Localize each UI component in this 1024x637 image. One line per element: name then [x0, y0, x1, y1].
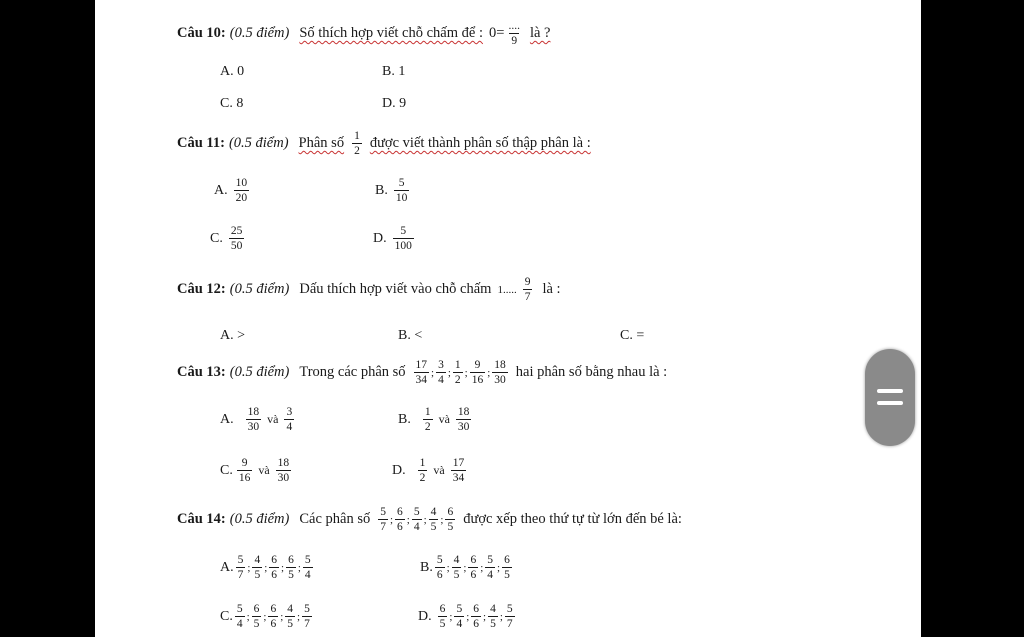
- question-suffix: là ?: [529, 25, 551, 42]
- question-12: [177, 276, 561, 303]
- option-d[interactable]: D. 9: [382, 96, 407, 111]
- fraction: $\frac{5}{4}$: [456, 603, 463, 631]
- fraction: $\frac{9}{16}$: [471, 359, 484, 387]
- fraction: $\frac{....}{9}$: [508, 20, 520, 48]
- fraction: $\frac{5}{7}$: [506, 603, 513, 631]
- fraction: $\frac{5}{4}$: [304, 554, 311, 582]
- option-b[interactable]: B. 1: [382, 64, 406, 79]
- separator: ;: [389, 513, 394, 526]
- option-b[interactable]: B. $\frac{5}{10}$: [375, 177, 408, 205]
- fraction: $\frac{5}{7}$: [304, 603, 310, 631]
- option-d[interactable]: D. $\frac{1}{2}$ và $\frac{17}{34}$: [392, 457, 465, 485]
- separator: ;: [247, 561, 251, 574]
- fraction: $\frac{3}{4}$: [438, 359, 444, 387]
- question-text: Các phân số: [299, 511, 371, 528]
- question-suffix: là :: [542, 281, 561, 298]
- fraction: $\frac{6}{5}$: [253, 603, 260, 631]
- option-a[interactable]: A. $\frac{10}{20}$: [214, 177, 248, 205]
- option-a[interactable]: A. $\frac{18}{30}$ và $\frac{3}{4}$: [220, 406, 293, 434]
- fraction: $\frac{5}{100}$: [394, 225, 412, 253]
- fraction: $\frac{17}{34}$: [415, 359, 428, 387]
- question-number: Câu 13:: [177, 364, 226, 381]
- separator: ;: [406, 513, 410, 526]
- fraction: $\frac{5}{7}$: [380, 506, 386, 534]
- expression-left: 1.....: [497, 283, 517, 296]
- option-b[interactable]: B. <: [398, 328, 423, 343]
- separator: ;: [487, 366, 491, 379]
- conjunction: và: [258, 463, 270, 478]
- fraction: $\frac{5}{4}$: [487, 554, 494, 582]
- question-number: Câu 14:: [177, 511, 226, 528]
- fraction: $\frac{6}{6}$: [271, 554, 277, 582]
- fraction: $\frac{6}{5}$: [439, 603, 446, 631]
- separator: ;: [246, 610, 250, 623]
- separator: ;: [483, 610, 487, 623]
- fraction: $\frac{18}{30}$: [247, 406, 260, 434]
- question-points: (0.5 điểm): [229, 511, 290, 528]
- question-13: [177, 359, 667, 386]
- option-a[interactable]: A. >: [220, 328, 246, 343]
- separator: ;: [431, 366, 435, 379]
- option-c[interactable]: C. $\frac{9}{16}$ và $\frac{18}{30}$: [220, 457, 290, 485]
- separator: ;: [466, 610, 470, 623]
- separator: ;: [297, 561, 301, 574]
- expression-left: 0=: [489, 25, 505, 42]
- fraction: $\frac{1}{2}$: [354, 130, 360, 158]
- fraction: $\frac{3}{4}$: [286, 406, 293, 434]
- separator: ;: [449, 610, 453, 623]
- separator: ;: [264, 561, 268, 574]
- fraction: $\frac{4}{5}$: [490, 603, 496, 631]
- question-points: (0.5 điểm): [229, 281, 290, 298]
- fraction: $\frac{5}{4}$: [413, 506, 420, 534]
- question-11: [177, 130, 591, 157]
- question-text: Phân số: [298, 135, 345, 152]
- question-14: [177, 506, 682, 533]
- separator: ;: [440, 513, 444, 526]
- option-b[interactable]: B. $\frac{5}{6}$ ; $\frac{4}{5}$ ; $\frac{6}{6}$ ; $\frac{5}{4}$ ; $\frac{6}{5}$: [420, 554, 510, 582]
- fraction: $\frac{5}{4}$: [236, 603, 243, 631]
- fraction: $\frac{9}{16}$: [238, 457, 251, 485]
- separator: ;: [297, 610, 301, 623]
- option-c[interactable]: C. $\frac{25}{50}$: [210, 225, 243, 253]
- separator: ;: [281, 561, 285, 574]
- question-points: (0.5 điểm): [229, 25, 290, 42]
- separator: ;: [480, 561, 484, 574]
- handle-grip-icon: [877, 401, 903, 405]
- question-number: Câu 10:: [177, 25, 226, 42]
- fraction: $\frac{6}{5}$: [288, 554, 294, 582]
- question-text-post: hai phân số bằng nhau là :: [515, 364, 668, 381]
- separator: ;: [464, 366, 468, 379]
- fraction: $\frac{4}{5}$: [430, 506, 437, 534]
- option-a[interactable]: A. 0: [220, 64, 245, 79]
- document-page: [95, 0, 921, 637]
- option-c[interactable]: C. =: [620, 328, 645, 343]
- question-10: [177, 20, 550, 47]
- question-text: Số thích hợp viết chỗ chấm để :: [299, 25, 483, 42]
- fraction: $\frac{18}{30}$: [277, 457, 290, 485]
- fraction: $\frac{4}{5}$: [287, 603, 294, 631]
- fraction: $\frac{18}{30}$: [494, 359, 506, 387]
- option-c[interactable]: C. $\frac{5}{4}$ ; $\frac{6}{5}$ ; $\frac{6}{6}$ ; $\frac{4}{5}$ ; $\frac{5}{7}$: [220, 603, 310, 631]
- option-c[interactable]: C. 8: [220, 96, 244, 111]
- option-d[interactable]: D. $\frac{6}{5}$ ; $\frac{5}{4}$ ; $\frac{6}{6}$ ; $\frac{4}{5}$ ; $\frac{5}{7}$: [418, 603, 513, 631]
- fraction: $\frac{4}{5}$: [254, 554, 261, 582]
- fraction: $\frac{5}{6}$: [436, 554, 443, 582]
- fraction: $\frac{6}{6}$: [270, 603, 277, 631]
- fraction: $\frac{1}{2}$: [424, 406, 431, 434]
- separator: ;: [423, 513, 427, 526]
- option-b[interactable]: B. $\frac{1}{2}$ và $\frac{18}{30}$: [398, 406, 470, 434]
- separator: ;: [446, 561, 450, 574]
- fraction: $\frac{5}{7}$: [237, 554, 244, 582]
- conjunction: và: [433, 463, 445, 478]
- fraction: $\frac{6}{6}$: [397, 506, 403, 534]
- fraction: $\frac{9}{7}$: [524, 276, 531, 304]
- question-text: Dấu thích hợp viết vào chỗ chấm: [299, 281, 492, 298]
- scroll-handle[interactable]: [865, 349, 915, 446]
- option-a[interactable]: A. $\frac{5}{7}$ ; $\frac{4}{5}$ ; $\frac{6}{6}$ ; $\frac{6}{5}$ ; $\frac{5}{4}$: [220, 554, 311, 582]
- conjunction: và: [267, 412, 279, 427]
- question-text: Trong các phân số: [299, 364, 406, 381]
- fraction: $\frac{6}{6}$: [470, 554, 477, 582]
- question-points: (0.5 điểm): [229, 364, 290, 381]
- handle-grip-icon: [877, 389, 903, 393]
- fraction: $\frac{4}{5}$: [453, 554, 460, 582]
- conjunction: và: [438, 412, 450, 427]
- fraction: $\frac{10}{20}$: [235, 177, 248, 205]
- question-text-post: được xếp theo thứ tự từ lớn đến bé là:: [463, 511, 682, 528]
- option-d[interactable]: D. $\frac{5}{100}$: [373, 225, 412, 253]
- question-number: Câu 11:: [177, 135, 225, 152]
- separator: ;: [263, 610, 267, 623]
- question-points: (0.5 điểm): [228, 135, 289, 152]
- fraction: $\frac{17}{34}$: [452, 457, 465, 485]
- separator: ;: [497, 561, 501, 574]
- fraction: $\frac{6}{6}$: [473, 603, 479, 631]
- separator: ;: [463, 561, 467, 574]
- fraction: $\frac{6}{5}$: [447, 506, 454, 534]
- fraction: $\frac{18}{30}$: [457, 406, 470, 434]
- separator: ;: [447, 366, 451, 379]
- fraction: $\frac{1}{2}$: [454, 359, 461, 387]
- fraction: $\frac{6}{5}$: [504, 554, 510, 582]
- question-number: Câu 12:: [177, 281, 226, 298]
- fraction: $\frac{25}{50}$: [230, 225, 243, 253]
- fraction: $\frac{5}{10}$: [395, 177, 408, 205]
- fraction: $\frac{1}{2}$: [419, 457, 426, 485]
- separator: ;: [280, 610, 284, 623]
- separator: ;: [499, 610, 503, 623]
- question-text-post: được viết thành phân số thập phân là :: [369, 135, 591, 152]
